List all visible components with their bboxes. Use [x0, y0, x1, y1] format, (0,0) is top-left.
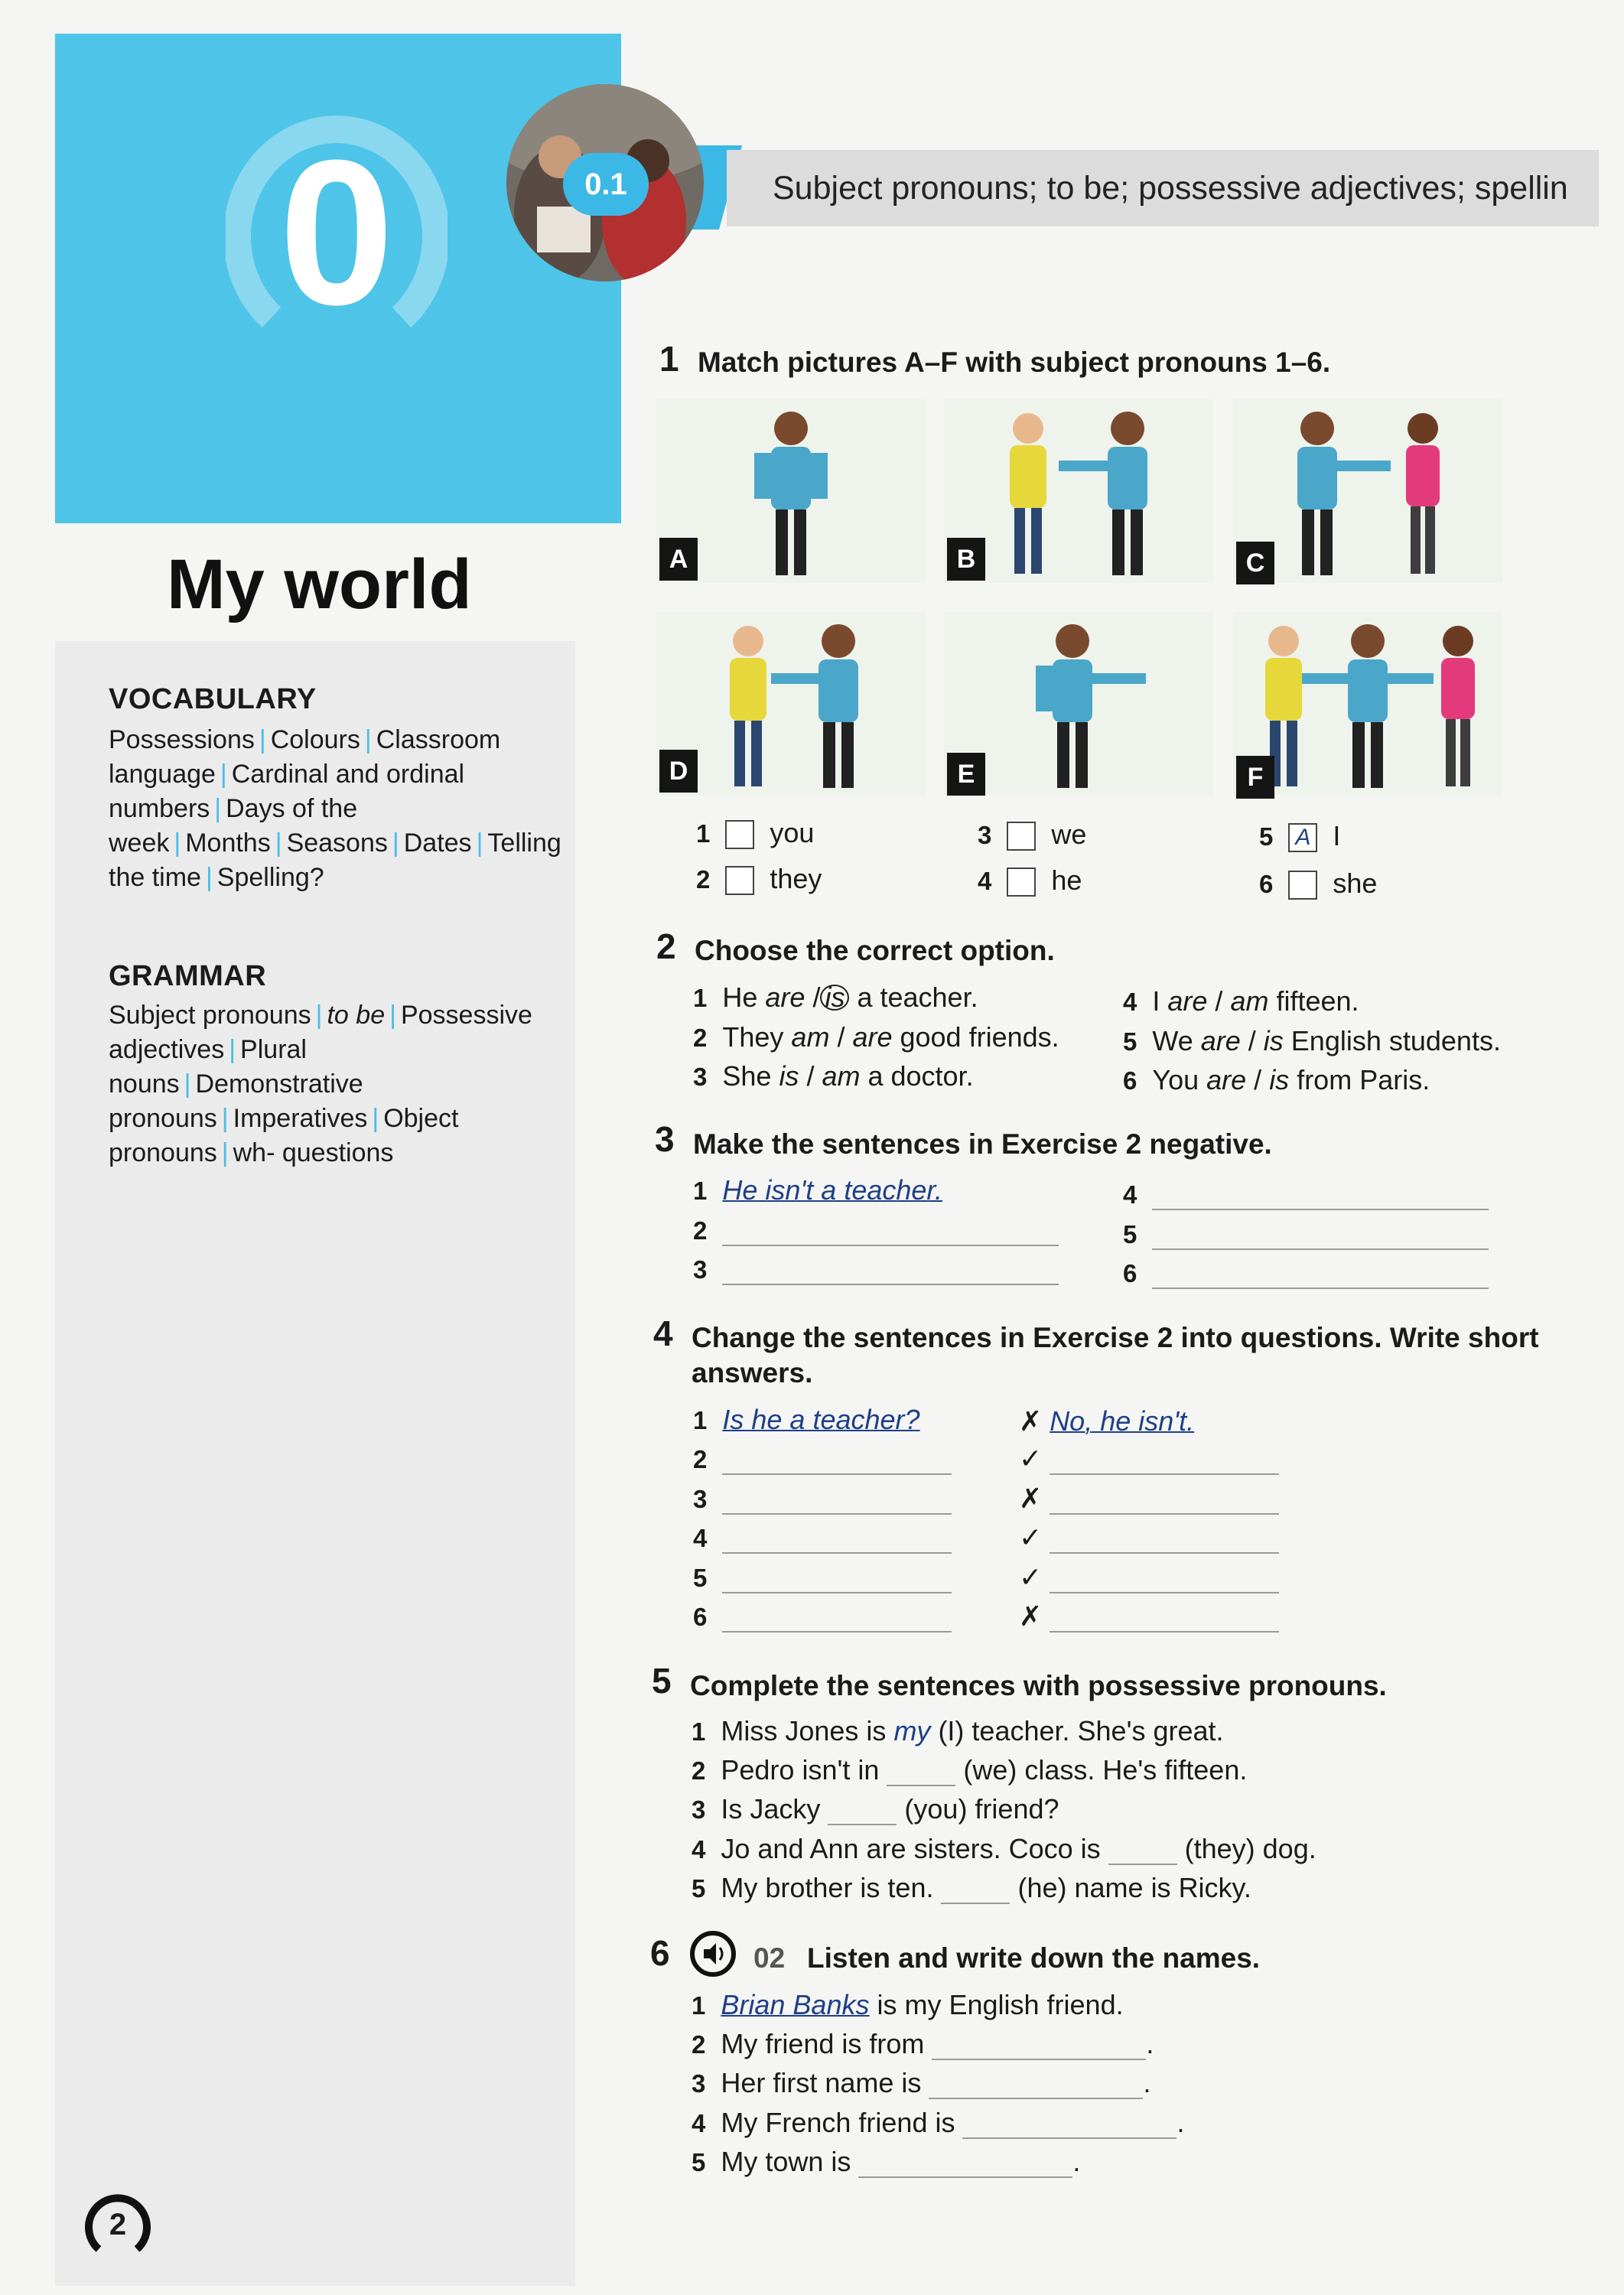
ex1-item-4: 4 he — [978, 864, 1082, 896]
cross-mark: ✗ — [1019, 1405, 1043, 1437]
ex4-item-4: 4 — [693, 1522, 952, 1554]
vocab-item: Months — [185, 828, 271, 858]
ex1-item-1: 1 you — [696, 817, 815, 848]
question-line[interactable] — [722, 1566, 952, 1593]
ex6-item-4: 4 My French friend is . — [692, 2107, 1185, 2138]
grammar-item: Demonstrative pronouns — [109, 1069, 363, 1133]
ex4-answer-3 — [1019, 1483, 1279, 1515]
answer-box[interactable] — [725, 820, 754, 849]
ex6-track: 02 — [753, 1942, 786, 1974]
answer-line[interactable] — [1152, 1261, 1489, 1289]
ex1-number: 1 — [659, 339, 679, 379]
answer-line[interactable] — [858, 2150, 1072, 2178]
ex2-instruction: Choose the correct option. — [695, 935, 1055, 966]
short-answer-line[interactable] — [1050, 1605, 1279, 1633]
grammar-item: Plural nouns — [109, 1035, 307, 1099]
vocab-item: Dates — [403, 828, 472, 858]
ex6-instruction: Listen and write down the names. — [807, 1942, 1261, 1974]
ex3-item-1: 1 He isn't a teacher. — [693, 1174, 943, 1206]
page-number-badge — [80, 2188, 156, 2264]
ex4-item-6: 6 — [693, 1600, 952, 1633]
ex4-answer-1 — [1019, 1405, 1194, 1437]
answer-line[interactable] — [828, 1798, 897, 1825]
ex3-instruction: Make the sentences in Exercise 2 negative. — [693, 1128, 1272, 1160]
ex5-number: 5 — [652, 1661, 672, 1701]
answer-line[interactable] — [1152, 1222, 1489, 1250]
grammar-item: to be — [327, 1001, 386, 1030]
ex5-item-4: 4 Jo and Ann are sisters. Coco is (they) dog. — [692, 1833, 1316, 1864]
question-line[interactable] — [722, 1605, 952, 1633]
tick-mark: ✓ — [1019, 1561, 1043, 1593]
vocab-item: Days of the week — [109, 794, 358, 858]
ex4-answer-4 — [1019, 1522, 1279, 1554]
circled-answer[interactable]: is — [820, 985, 849, 1011]
answer-box[interactable] — [1288, 871, 1317, 900]
ex2-item-2: 2 They am / are good friends. — [693, 1021, 1059, 1053]
ex3-item-2: 2 — [693, 1214, 1059, 1246]
vocab-item: Possessions — [109, 725, 255, 754]
tick-mark: ✓ — [1019, 1522, 1043, 1553]
ex4-instruction-line1: Change the sentences in Exercise 2 into questions. Write short — [692, 1322, 1539, 1353]
picture-label: D — [659, 750, 698, 793]
answer-line[interactable] — [887, 1759, 955, 1786]
ex3-item-5: 5 — [1123, 1218, 1489, 1250]
example-short-answer: No, he isn't. — [1050, 1405, 1195, 1437]
grammar-item: Subject pronouns — [109, 1001, 311, 1030]
answer-box[interactable]: A — [1288, 823, 1317, 852]
ex5-item-1: 1 Miss Jones is my (I) teacher. She's great. — [692, 1715, 1224, 1746]
vocab-item: Classroom language — [109, 725, 501, 789]
vocabulary-heading: VOCABULARY — [109, 683, 317, 715]
example-question: Is he a teacher? — [722, 1404, 920, 1435]
vocab-item: Cardinal and ordinal numbers — [109, 760, 465, 823]
question-line[interactable] — [722, 1487, 952, 1515]
audio-icon[interactable] — [688, 1929, 737, 1978]
ex4-item-3: 3 — [693, 1483, 952, 1515]
ex5-instruction: Complete the sentences with possessive pronouns. — [690, 1670, 1387, 1701]
short-answer-line[interactable] — [1050, 1447, 1279, 1475]
example-answer: Brian Banks — [721, 1989, 870, 2020]
unit-number: 0 — [278, 118, 395, 348]
page-number: 2 — [109, 2208, 127, 2241]
vocabulary-list: Possessions | Colours | Classroom language | Cardinal and ordinal numbers | Days of the week | Months | Seasons | Dates | Telling the time | Spelling? — [109, 725, 561, 892]
answer-line[interactable] — [962, 2111, 1177, 2139]
ex6-item-5: 5 My town is . — [692, 2146, 1081, 2177]
ex1-item-6: 6 she — [1259, 868, 1378, 899]
example-answer: my — [893, 1715, 931, 1746]
grammar-item: Object pronouns — [109, 1104, 459, 1167]
grammar-item: Imperatives — [233, 1104, 368, 1133]
answer-line[interactable] — [929, 2072, 1143, 2099]
answer-line[interactable] — [1152, 1183, 1489, 1210]
ex3-item-4: 4 — [1123, 1178, 1489, 1210]
ex1-item-3: 3 we — [978, 819, 1087, 850]
vocab-item: Spelling? — [216, 863, 324, 892]
ex6-item-3: 3 Her first name is . — [692, 2067, 1151, 2098]
grammar-item: wh- questions — [233, 1138, 394, 1167]
lesson-code-badge: 0.1 — [563, 153, 649, 216]
picture-label: C — [1236, 542, 1274, 584]
ex5-item-3: 3 Is Jacky (you) friend? — [692, 1793, 1059, 1825]
ex1-item-5: 5 A I — [1259, 820, 1341, 851]
grammar-list: Subject pronouns | to be | Possessive adjectives | Plural nouns | Demonstrative pronouns | Imperatives | Object pronouns | wh- questions — [109, 1001, 532, 1167]
cross-mark: ✗ — [1019, 1600, 1043, 1632]
answer-line[interactable] — [722, 1258, 1059, 1285]
vocab-item: Seasons — [286, 828, 388, 858]
short-answer-line[interactable] — [1050, 1566, 1279, 1593]
ex4-instruction-line2: answers. — [692, 1357, 813, 1388]
answer-line[interactable] — [932, 2033, 1146, 2060]
picture-label: A — [659, 538, 698, 581]
ex6-number: 6 — [650, 1933, 670, 1973]
lesson-title: Subject pronouns; to be; possessive adjectives; spellin — [773, 170, 1568, 207]
ex2-item-3: 3 She is / am a doctor. — [693, 1060, 974, 1092]
answer-line[interactable] — [941, 1877, 1010, 1904]
short-answer-line[interactable] — [1050, 1487, 1279, 1515]
answer-box[interactable] — [725, 866, 754, 895]
ex2-item-5: 5 We are / is English students. — [1123, 1025, 1501, 1056]
ex3-number: 3 — [655, 1119, 675, 1159]
ex2-item-4: 4 I are / am fifteen. — [1123, 985, 1359, 1017]
question-line[interactable] — [722, 1447, 952, 1475]
picture-label: B — [947, 538, 985, 581]
example-answer: He isn't a teacher. — [722, 1174, 943, 1206]
ex1-item-2: 2 they — [696, 863, 822, 894]
ex6-item-2: 2 My friend is from . — [692, 2028, 1154, 2059]
tick-mark: ✓ — [1019, 1443, 1043, 1474]
ex4-answer-5 — [1019, 1561, 1279, 1593]
vocab-item: Telling the time — [109, 828, 561, 892]
vocab-item: Colours — [270, 725, 360, 754]
answer-line[interactable] — [1108, 1838, 1177, 1865]
unit-title: My world — [167, 545, 472, 623]
ex3-item-6: 6 — [1123, 1257, 1489, 1289]
ex1-instruction: Match pictures A–F with subject pronouns 1–6. — [698, 347, 1331, 378]
answer-line[interactable] — [722, 1219, 1059, 1246]
ex2-item-1: 1 He are / is a teacher. — [693, 981, 978, 1013]
ex4-number: 4 — [653, 1314, 673, 1353]
question-line[interactable] — [722, 1526, 952, 1554]
short-answer-line[interactable] — [1050, 1526, 1279, 1554]
grammar-heading: GRAMMAR — [109, 960, 267, 992]
grammar-item: Possessive adjectives — [109, 1001, 532, 1064]
ex2-number: 2 — [656, 926, 676, 966]
ex4-item-2: 2 — [693, 1443, 952, 1475]
answer-box[interactable] — [1007, 822, 1036, 851]
ex5-item-5: 5 My brother is ten. (he) name is Ricky. — [692, 1872, 1251, 1903]
ex3-item-3: 3 — [693, 1253, 1059, 1285]
picture-label: F — [1236, 756, 1274, 799]
ex5-item-2: 2 Pedro isn't in (we) class. He's fifteen. — [692, 1754, 1248, 1786]
picture-label: E — [947, 753, 985, 796]
ex4-answer-2 — [1019, 1443, 1279, 1475]
cross-mark: ✗ — [1019, 1483, 1043, 1514]
ex4-item-5: 5 — [693, 1561, 952, 1593]
ex6-item-1: 1 Brian Banks is my English friend. — [692, 1989, 1124, 2020]
ex2-item-6: 6 You are / is from Paris. — [1123, 1064, 1430, 1095]
ex4-answer-6 — [1019, 1600, 1279, 1633]
answer-box[interactable] — [1007, 868, 1036, 897]
ex4-item-1: 1 Is he a teacher? — [693, 1404, 920, 1435]
